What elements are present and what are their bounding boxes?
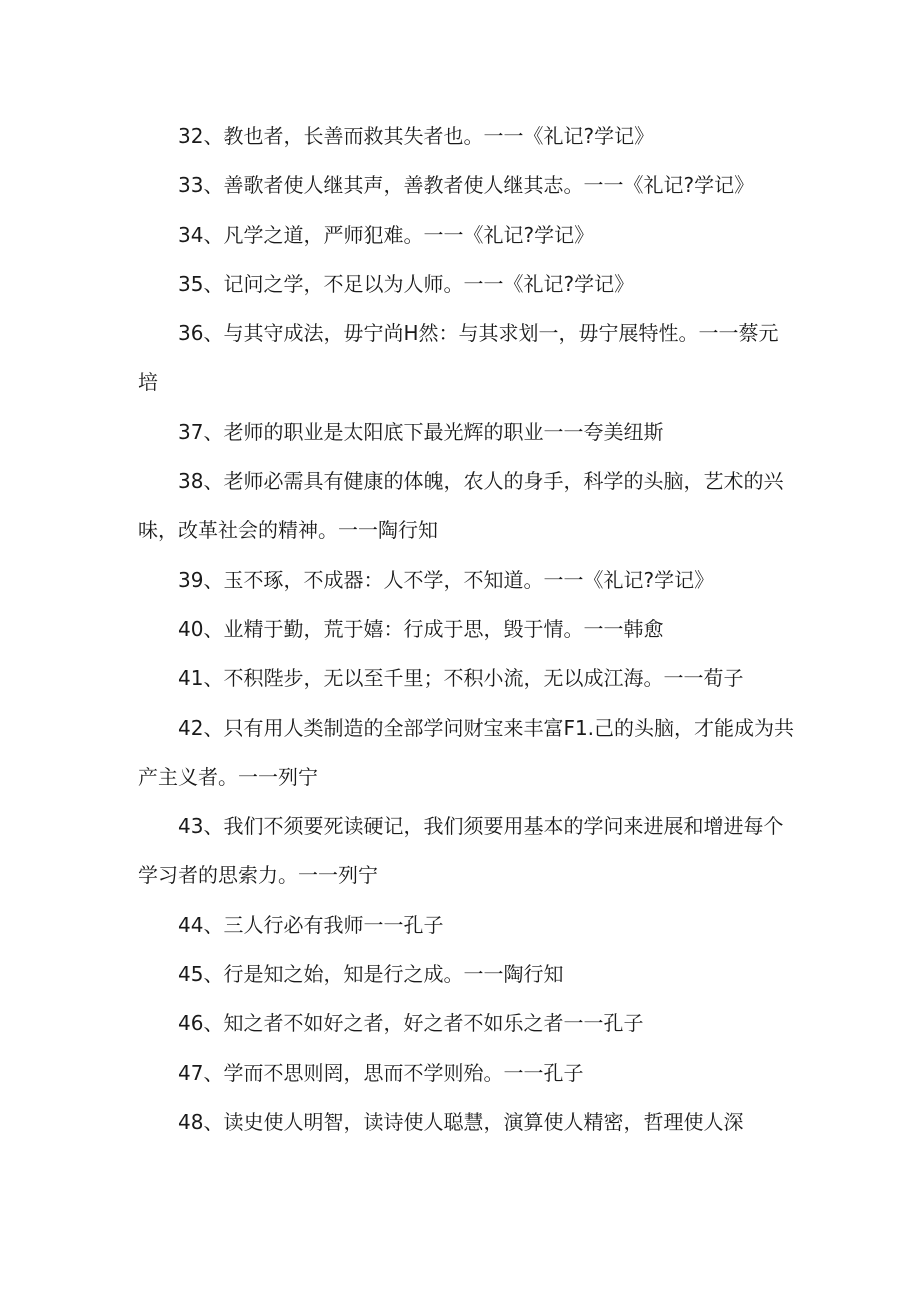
quote-item	[138, 802, 880, 901]
quote-item	[138, 1049, 880, 1098]
quote-continuation-line: 培	[138, 370, 158, 395]
quote-item	[138, 408, 880, 457]
quote-item	[138, 1098, 880, 1147]
quote-line: 40、业精于勤，荒于嬉：行成于思，毁于情。一一韩愈	[178, 616, 664, 641]
quote-line: 43、我们不须要死读硬记，我们须要用基本的学问来进展和增进每个	[178, 814, 784, 839]
quote-line: 38、老师必需具有健康的体魄，农人的身手，科学的头脑，艺术的兴	[178, 469, 784, 494]
quote-item	[138, 161, 880, 210]
quote-line: 35、记问之学，不足以为人师。一一《礼记?学记》	[178, 271, 635, 296]
quote-continuation-line: 产主义者。一一列宁	[138, 764, 318, 789]
quote-item	[138, 556, 880, 605]
quote-item	[138, 605, 880, 654]
quote-item	[138, 457, 880, 556]
quote-line: 34、凡学之道，严师犯难。一一《礼记?学记》	[178, 222, 595, 247]
quote-line: 45、行是知之始，知是行之成。一一陶行知	[178, 962, 564, 987]
quote-item	[138, 950, 880, 999]
quote-item	[138, 112, 880, 161]
quote-item	[138, 211, 880, 260]
quote-continuation-line: 味，改革社会的精神。一一陶行知	[138, 518, 438, 543]
quote-line: 41、不积陛步，无以至千里；不积小流，无以成江海。一一荀子	[178, 666, 744, 691]
quote-line: 42、只有用人类制造的全部学问财宝来丰富F1.己的头脑，才能成为共	[178, 715, 795, 740]
quote-line: 44、三人行必有我师一一孔子	[178, 912, 444, 937]
quote-line: 32、教也者，长善而救其失者也。一一《礼记?学记》	[178, 124, 655, 148]
quote-continuation-line: 学习者的思索力。一一列宁	[138, 863, 378, 888]
quote-line: 48、读史使人明智，读诗使人聪慧，演算使人精密，哲理使人深	[178, 1109, 744, 1134]
quote-line: 39、玉不琢，不成器：人不学，不知道。一一《礼记?学记》	[178, 567, 715, 592]
quote-line: 33、善歌者使人继其声，善教者使人继其志。一一《礼记?学记》	[178, 173, 755, 198]
quote-item	[138, 999, 880, 1048]
quote-line: 36、与其守成法，毋宁尚H然：与其求划一，毋宁展特性。一一蔡元	[178, 321, 779, 346]
quote-line: 37、老师的职业是太阳底下最光辉的职业一一夸美纽斯	[178, 419, 664, 444]
quote-item	[138, 309, 880, 408]
quote-item	[138, 654, 880, 703]
quote-item	[138, 901, 880, 950]
quote-item	[138, 260, 880, 309]
quote-line: 46、知之者不如好之者，好之者不如乐之者一一孔子	[178, 1011, 644, 1036]
quote-line: 47、学而不思则罔，思而不学则殆。一一孔子	[178, 1060, 584, 1085]
quote-item	[138, 704, 880, 803]
